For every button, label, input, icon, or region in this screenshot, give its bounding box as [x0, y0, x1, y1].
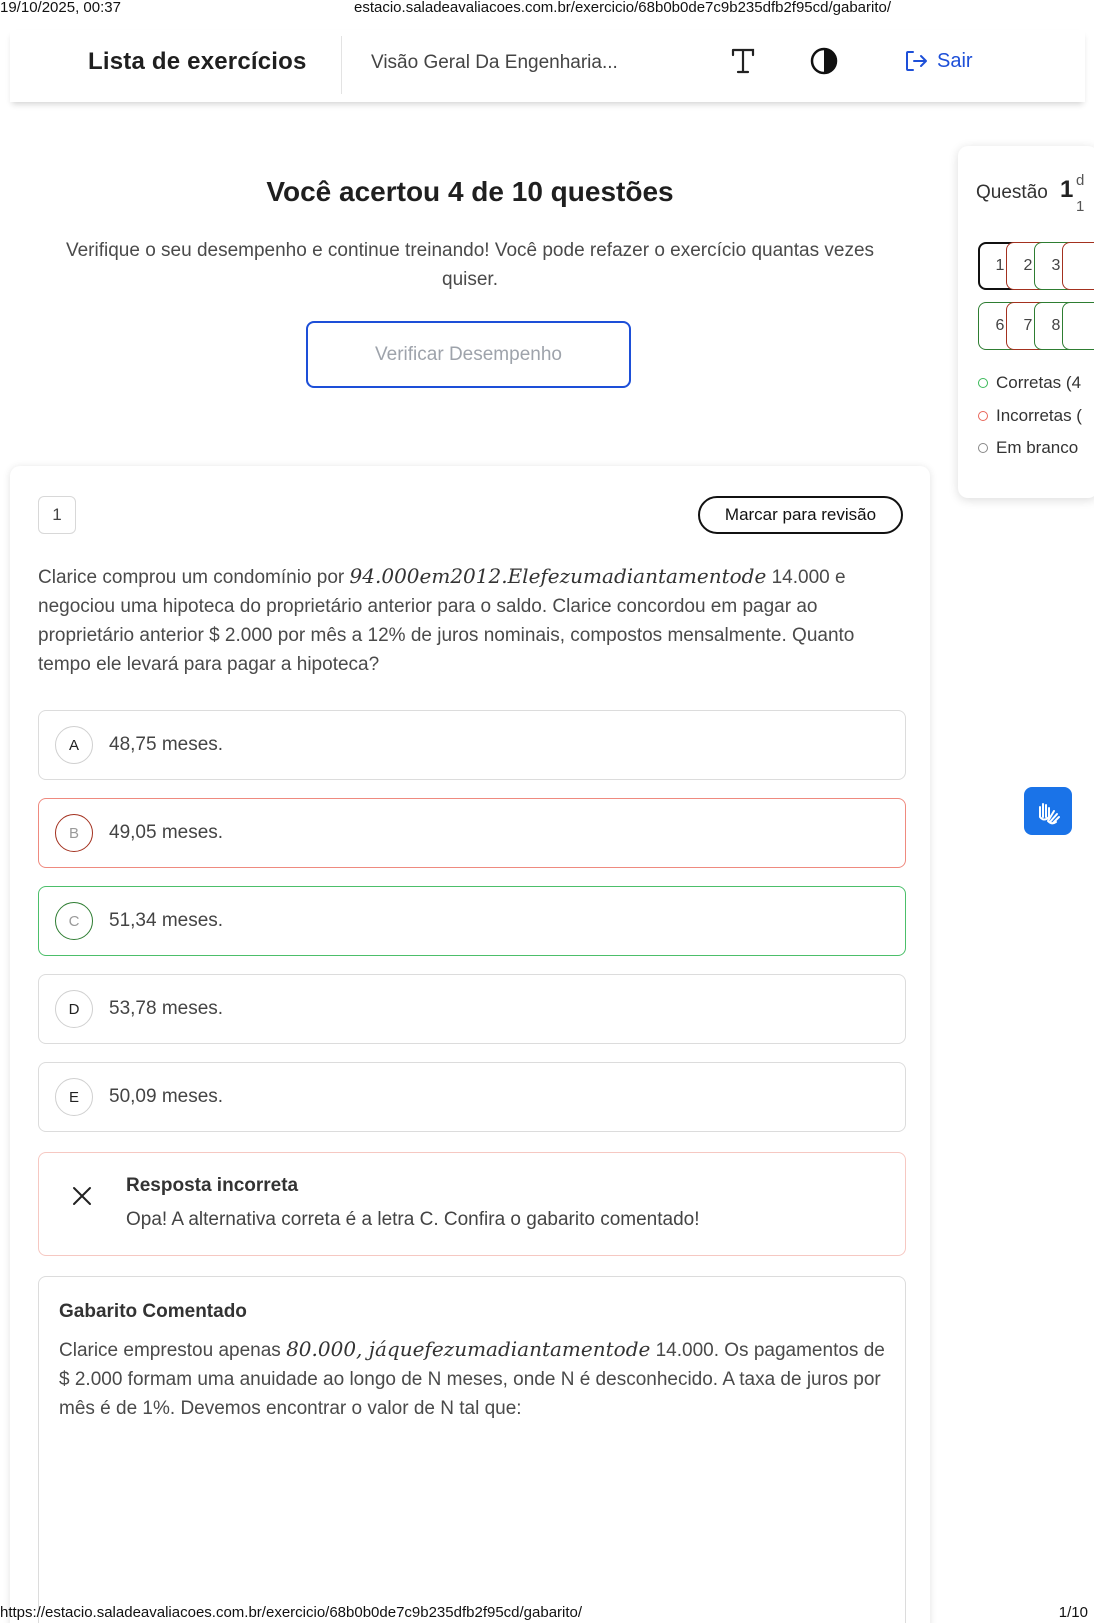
check-performance-button[interactable]: Verificar Desempenho	[306, 321, 631, 388]
option-e[interactable]	[38, 1062, 906, 1132]
nav-question-8[interactable]: 8	[1034, 302, 1078, 350]
option-text: 49,05 meses.	[109, 822, 224, 843]
nav-question-7[interactable]: 7	[1006, 302, 1050, 350]
question-text-part2: 14.000 e negociou uma hipoteca do proprietário anterior para o saldo. Clarice concordou em pagar ao proprietário anterior $ 2.000 por mês a 12% de juros nominais, compostos mensalmente. Quanto tempo ele levará para pagar a hipoteca?	[38, 567, 855, 675]
nav-question-6[interactable]: 6	[978, 302, 1022, 350]
option-text: 48,75 meses.	[109, 734, 224, 755]
sign-language-button[interactable]	[1024, 787, 1072, 835]
commentary-text-part1: Clarice emprestou apenas	[59, 1340, 287, 1361]
top-bar	[10, 30, 1085, 102]
question-math: 94.000em2012.Elefezumadiantamentode	[349, 564, 767, 588]
option-text: 50,09 meses.	[109, 1086, 224, 1107]
option-letter: E	[55, 1078, 93, 1116]
logout-label: Sair	[937, 49, 973, 72]
answer-commentary	[38, 1276, 906, 1623]
option-c[interactable]	[38, 886, 906, 956]
font-size-button[interactable]	[726, 44, 760, 78]
question-total-line2: 1	[1076, 198, 1085, 215]
print-header	[0, 0, 1094, 18]
text-size-icon	[726, 44, 760, 78]
page-title: Lista de exercícios	[88, 48, 307, 75]
question-label: Questão	[976, 182, 1048, 203]
contrast-icon	[807, 44, 841, 78]
answer-feedback	[38, 1152, 906, 1256]
sign-language-hands-icon	[1032, 795, 1064, 827]
legend-incorrect-label: Incorretas (	[996, 406, 1082, 425]
option-text: 51,34 meses.	[109, 910, 224, 931]
commentary-title: Gabarito Comentado	[59, 1301, 247, 1322]
question-total-line1: d	[1076, 172, 1085, 189]
option-letter: D	[55, 990, 93, 1028]
question-nav-panel	[958, 146, 1094, 498]
contrast-button[interactable]	[807, 44, 841, 78]
legend-correct-label: Corretas (4	[996, 373, 1082, 392]
result-text: Verifique o seu desempenho e continue treinando! Você pode refazer o exercício quantas vezes quiser.	[65, 240, 875, 290]
legend-blank	[978, 438, 1078, 458]
nav-question-3[interactable]: 3	[1034, 242, 1078, 290]
current-question-number: 1	[1060, 176, 1074, 203]
logout-button[interactable]	[903, 48, 973, 74]
nav-question-2[interactable]: 2	[1006, 242, 1050, 290]
option-a[interactable]	[38, 710, 906, 780]
mark-for-review-button[interactable]: Marcar para revisão	[698, 496, 903, 534]
nav-question-1[interactable]: 1	[978, 242, 1022, 290]
question-total	[1076, 168, 1084, 220]
option-d[interactable]	[38, 974, 906, 1044]
nav-question-9[interactable]	[1062, 302, 1094, 350]
correct-dot-icon	[978, 378, 988, 388]
legend-correct	[978, 373, 1081, 393]
print-url: estacio.saladeavaliacoes.com.br/exercicio/68b0b0de7c9b235dfb2f95cd/gabarito/	[354, 0, 892, 16]
commentary-math: 80.000, jáquefezumadiantamentode	[286, 1337, 651, 1361]
commentary-text	[59, 1335, 889, 1423]
option-letter: B	[55, 814, 93, 852]
feedback-title: Resposta incorreta	[126, 1175, 299, 1196]
option-letter: A	[55, 726, 93, 764]
question-text-part1: Clarice comprou um condomínio por	[38, 567, 350, 588]
print-footer	[0, 1603, 1094, 1623]
legend-incorrect	[978, 406, 1082, 426]
close-icon	[71, 1185, 93, 1207]
blank-dot-icon	[978, 443, 988, 453]
commentary-text-part2: 14.000. Os pagamentos de $ 2.000 formam uma anuidade ao longo de N meses, onde N é desconhecido. A taxa de juros por mês é de 1%. Devemos encontrar o valor de N tal que:	[59, 1340, 885, 1419]
nav-question-4[interactable]	[1062, 242, 1094, 290]
option-b[interactable]	[38, 798, 906, 868]
feedback-text: Opa! A alternativa correta é a letra C. Confira o gabarito comentado!	[126, 1209, 700, 1230]
logout-icon	[903, 48, 929, 74]
subject-title: Visão Geral Da Engenharia...	[371, 52, 618, 73]
print-page-number: 1/10	[1058, 1604, 1088, 1621]
incorrect-dot-icon	[978, 411, 988, 421]
header-divider	[341, 36, 342, 94]
question-text	[38, 562, 906, 679]
option-text: 53,78 meses.	[109, 998, 224, 1019]
question-card	[10, 466, 930, 1623]
print-date: 19/10/2025, 00:37	[0, 0, 121, 16]
option-letter: C	[55, 902, 93, 940]
result-title: Você acertou 4 de 10 questões	[266, 176, 674, 207]
print-footer-url: https://estacio.saladeavaliacoes.com.br/exercicio/68b0b0de7c9b235dfb2f95cd/gabarito/	[0, 1604, 583, 1621]
question-number-badge: 1	[38, 496, 76, 534]
legend-blank-label: Em branco	[996, 438, 1079, 457]
